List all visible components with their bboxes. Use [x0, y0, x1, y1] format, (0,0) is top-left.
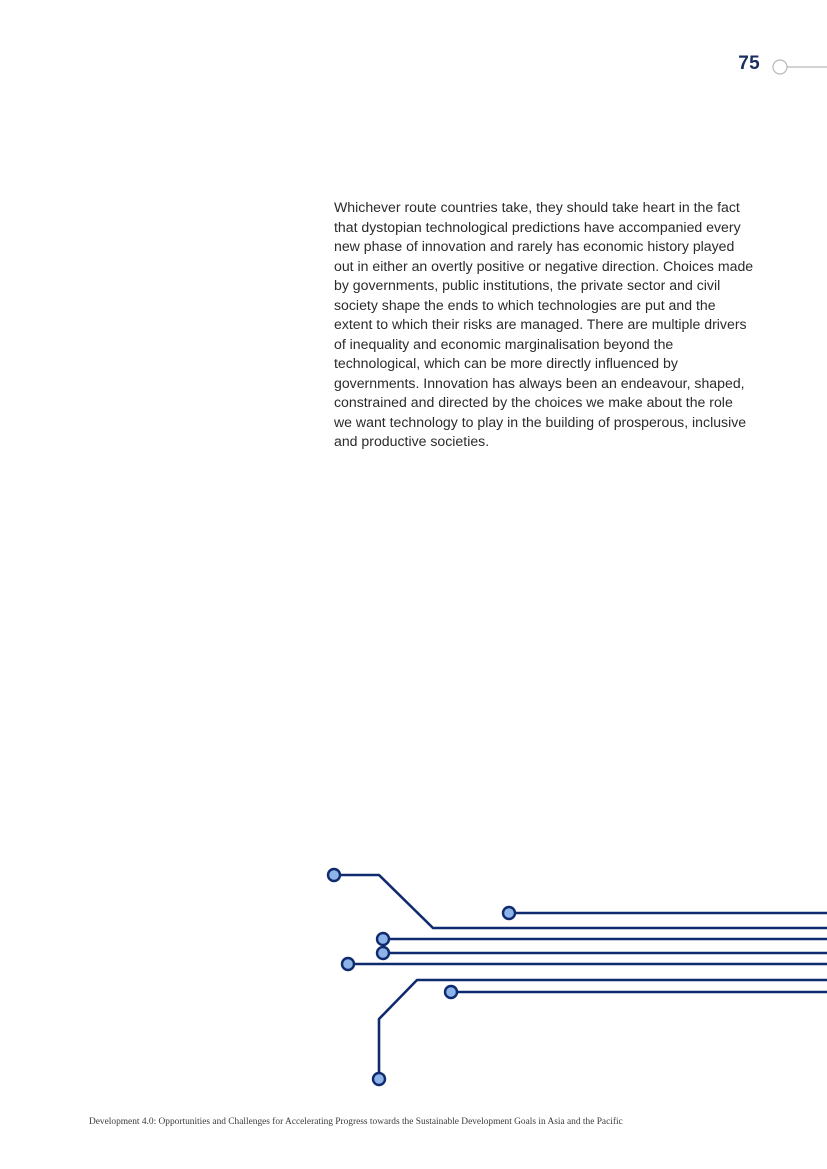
page-number: 75: [738, 53, 760, 74]
footer-title: Development 4.0: Opportunities and Challenges for Accelerating Progress towards the Sustainable Development Goals in Asia and the Pacific: [89, 1117, 623, 1127]
circuit-trace: [334, 875, 827, 928]
circuit-node: [503, 907, 515, 919]
body-paragraph: Whichever route countries take, they should take heart in the fact that dystopian technological predictions have accompanied every new phase of innovation and rarely has economic history played out in either an overtly positive or negative direction. Choices made by governments, public institutions, the private sector and civil society shape the ends to which technologies are put and the extent to which their risks are managed. There are multiple drivers of inequality and economic marginalisation beyond the technological, which can be more directly influenced by governments. Innovation has always been an endeavour, shaped, constrained and directed by the choices we make about the role we want technology to play in the building of prosperous, inclusive and productive societies.: [334, 199, 754, 449]
circuit-node: [373, 1073, 385, 1085]
circuit-node: [377, 933, 389, 945]
circuit-lines-illustration: [320, 860, 827, 1090]
circuit-node: [328, 869, 340, 881]
circle-connector-icon: [770, 58, 827, 76]
circuit-node: [377, 947, 389, 959]
circuit-node: [342, 958, 354, 970]
circuit-node: [445, 986, 457, 998]
